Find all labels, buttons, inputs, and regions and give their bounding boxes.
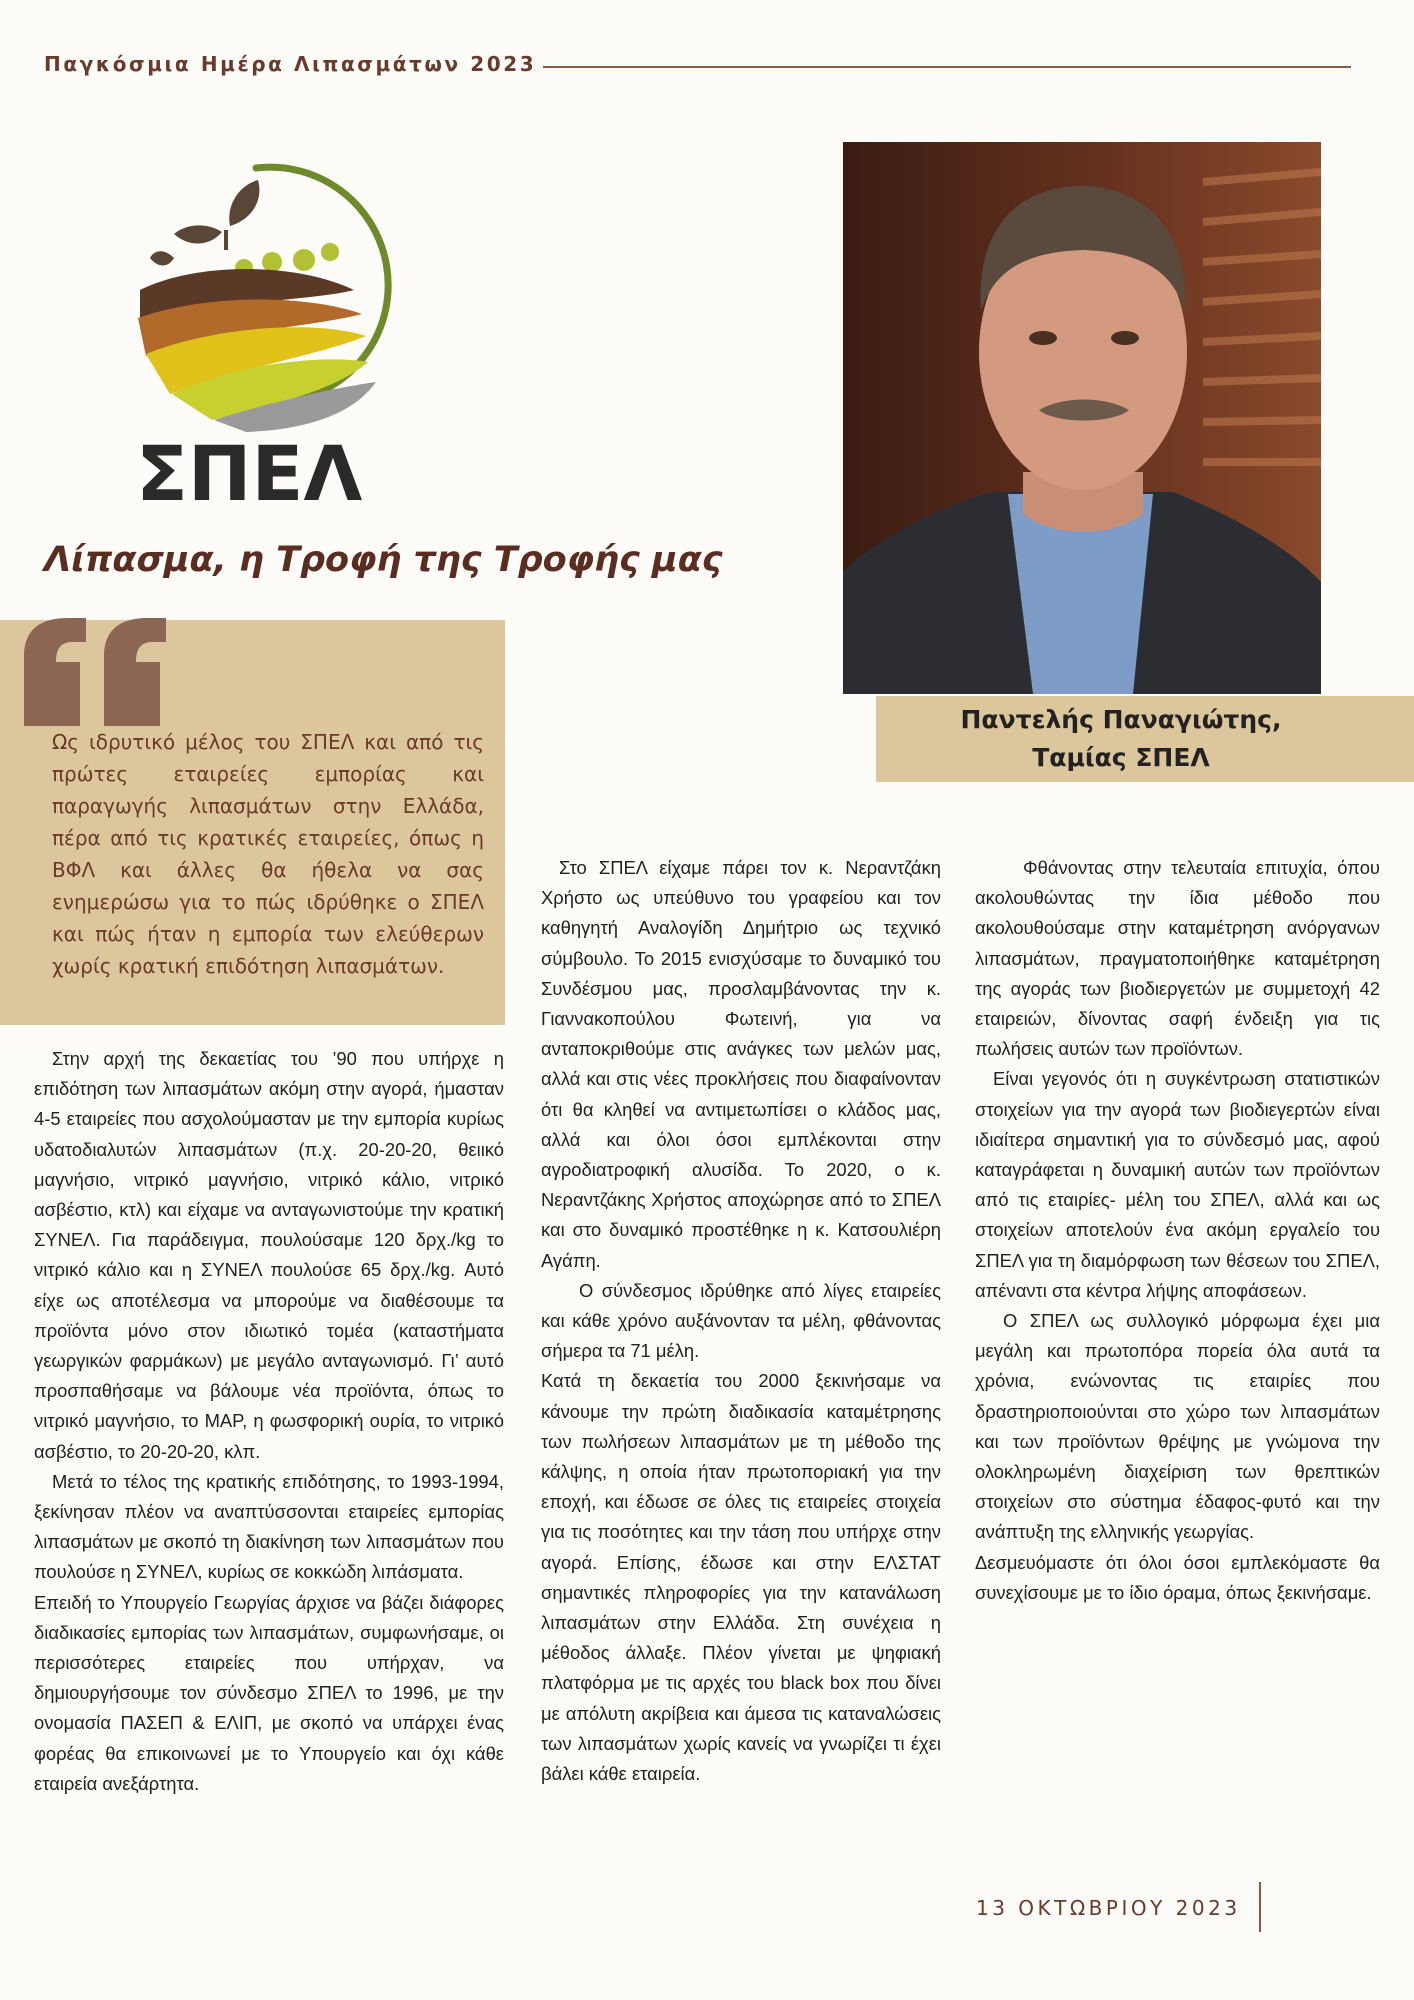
logo-text: ΣΠΕΛ (136, 429, 363, 510)
spel-logo (126, 150, 431, 510)
paragraph: Είναι γεγονός ότι η συγκέντρωση στατιστικών στοιχείων για την αγορά των βιοδιεγερτών είναι ιδιαίτερα σημαντική για το σύνδεσμό μας, αφού καταγράφεται η δυναμική αυτών των προϊόντων από τις εταιρίες- μέλη του ΣΠΕΛ, αλλά και ως στοιχείων αποτελούν ένα ακόμη εργαλείο του ΣΠΕΛ για τη διαμόρφωση των θέσεων του ΣΠΕΛ, απέναντι στα κέντρα λήψης αποφάσεων. (975, 1068, 1380, 1301)
article-column-1 (34, 1044, 504, 1799)
paragraph: Ο ΣΠΕΛ ως συλλογικό μόρφωμα έχει μια μεγάλη και πρωτοπόρα πορεία όλα αυτά τα χρόνια, ενώνοντας τις εταιρίες που δραστηριοποιούνται στο χώρο των λιπασμάτων και των προϊόντων θρέψης με γνώμονα την ολοκληρωμένη διαχείριση των θρεπτικών στοιχείων στο σύστημα έδαφος-φυτό και την ανάπτυξη της ελληνικής γεωργίας. (975, 1310, 1380, 1543)
pull-quote-text: Ως ιδρυτικό μέλος του ΣΠΕΛ και από τις πρώτες εταιρείες εμπορίας και παραγωγής λιπασμάτων στην Ελλάδα, πέρα από τις κρατικές εταιρείες, όπως η ΒΦΛ και άλλες θα ήθελα να σας ενημερώσω για το πώς ιδρύθηκε ο ΣΠΕΛ και πώς ήταν η εμπορία των ελεύθερων χωρίς κρατική επιδότηση λιπασμάτων. (52, 730, 484, 978)
quote-mark-icon (20, 616, 170, 726)
caption-name: Παντελής Παναγιώτης, (960, 705, 1282, 734)
article-column-3 (975, 853, 1380, 1608)
article-column-2 (541, 853, 941, 1789)
caption-role: Ταμίας ΣΠΕΛ (1032, 743, 1210, 772)
paragraph: Δεσμευόμαστε ότι όλοι όσοι εμπλεκόμαστε θα συνεχίσουμε με το ίδιο όραμα, όπως ξεκινήσαμε. (975, 1551, 1380, 1603)
paragraph: Στο ΣΠΕΛ είχαμε πάρει τον κ. Νεραντζάκη Χρήστο ως υπεύθυνο του γραφείου και τον καθηγητή Αναλογίδη Δημήτριο ως τεχνικό σύμβουλο. Το 2015 ενισχύσαμε το δυναμικό του Συνδέσμου μας, προσλαμβάνοντας την κ. Γιαννακοπούλου Φωτεινή, για να ανταποκριθούμε στις ανάγκες των μελών μας, αλλά και στις νέες προκλήσεις που διαφαίνονταν ότι θα κληθεί να αντιμετωπίσει ο κλάδος μας, αλλά και όλοι όσοι εμπλέκονται στην αγροδιατροφική αλυσίδα. Το 2020, ο κ. Νεραντζάκης Χρήστος αποχώρησε από το ΣΠΕΛ και στο δυναμικό προστέθηκε η κ. Κατσουλιέρη Αγάπη. (541, 857, 941, 1271)
paragraph: Μετά το τέλος της κρατικής επιδότησης, το 1993-1994, ξεκίνησαν πλέον να αναπτύσσονται εταιρείες εμπορίας λιπασμάτων με σκοπό τη διακίνηση των λιπασμάτων που πουλούσε η ΣΥΝΕΛ, κυρίως σε κοκκώδη λιπάσματα. (34, 1470, 504, 1583)
photo-caption (876, 701, 1366, 777)
issue-title: Παγκόσμια Ημέρα Λιπασμάτων 2023 (44, 52, 537, 76)
portrait-photo (843, 142, 1321, 694)
paragraph: Κατά τη δεκαετία του 2000 ξεκινήσαμε να κάνουμε την πρώτη διαδικασία καταμέτρησης των πωλήσεων λιπασμάτων με τη μέθοδο της κάλψης, η οποία ήταν πρωτοποριακή για την εποχή, και έδωσε σε όλες τις εταιρείες στοιχεία για τις ποσότητες και την τάση που υπήρχε στην αγορά. Επίσης, έδωσε και στην ΕΛΣΤΑΤ σημαντικές πληροφορίες για την κατανάλωση λιπασμάτων στην Ελλάδα. Στη συνέχεια η μέθοδος άλλαξε. Πλέον γίνεται με ψηφιακή πλατφόρμα με τις αρχές του black box που δίνει με απόλυτη ακρίβεια και άμεσα τις καταναλώσεις των λιπασμάτων χωρίς κανείς να γνωρίζει τι έχει βάλει κάθε εταιρεία. (541, 1370, 941, 1785)
header-divider (543, 66, 1351, 68)
footer-divider (1259, 1882, 1261, 1932)
paragraph: Στην αρχή της δεκαετίας του ’90 που υπήρχε η επιδότηση των λιπασμάτων ακόμη στην αγορά, ήμασταν 4-5 εταιρείες που ασχολούμασταν με την εμπορία κυρίως υδατοδιαλυτών λιπασμάτων (π.χ. 20-20-20, θειικό μαγνήσιο, νιτρικό μαγνήσιο, νιτρικό κάλιο, νιτρικό ασβέστιο, κτλ) και είχαμε να ανταγωνιστούμε την κρατική ΣΥΝΕΛ. Για παράδειγμα, πουλούσαμε 120 δρχ./kg το νιτρικό κάλιο και η ΣΥΝΕΛ πουλούσε 65 δρχ./kg. Αυτό είχε ως αποτέλεσμα να μπορούμε να διαθέσουμε τα προϊόντα μόνο στον ιδιωτικό τομέα (καταστήματα γεωργικών φαρμάκων) με μεγάλο ανταγωνισμό. Γι’ αυτό προσπαθήσαμε να βάλουμε νέα προϊόντα, όπως το νιτρικό μαγνήσιο, το MAP, η φωσφορική ουρία, το νιτρικό ασβέστιο, το 20-20-20, κλπ. (34, 1048, 504, 1462)
paragraph: Φθάνοντας στην τελευταία επιτυχία, όπου ακολουθώντας την ίδια μέθοδο που ακολουθούσαμε στην καταμέτρηση ανόργανων λιπασμάτων, πραγματοποιήθηκε καταμέτρηση της αγοράς των βιοδιεργετών με συμμετοχή 42 εταιρειών, δίνοντας σαφή ένδειξη για τις πωλήσεις αυτών των προϊόντων. (975, 857, 1380, 1060)
publication-date: 13 ΟΚΤΩΒΡΙΟΥ 2023 (976, 1896, 1241, 1920)
paragraph: Ο σύνδεσμος ιδρύθηκε από λίγες εταιρείες και κάθε χρόνο αυξάνονταν τα μέλη, φθάνοντας σήμερα τα 71 μέλη. (541, 1279, 941, 1362)
article-headline: Λίπασμα, η Τροφή της Τροφής μας (44, 540, 723, 580)
paragraph: Επειδή το Υπουργείο Γεωργίας άρχισε να βάζει διάφορες διαδικασίες εμπορίας των λιπασμάτων, συμφωνήσαμε, οι περισσότερες εταιρείες που υπήρχαν, να δημιουργήσουμε τον σύνδεσμο ΣΠΕΛ το 1996, με την ονομασία ΠΑΣΕΠ & ΕΛΙΠ, με σκοπό να υπάρχει ένας φορέας θα επικοινωνεί με το Υπουργείο και όχι κάθε εταιρεία ανεξάρτητα. (34, 1591, 504, 1794)
